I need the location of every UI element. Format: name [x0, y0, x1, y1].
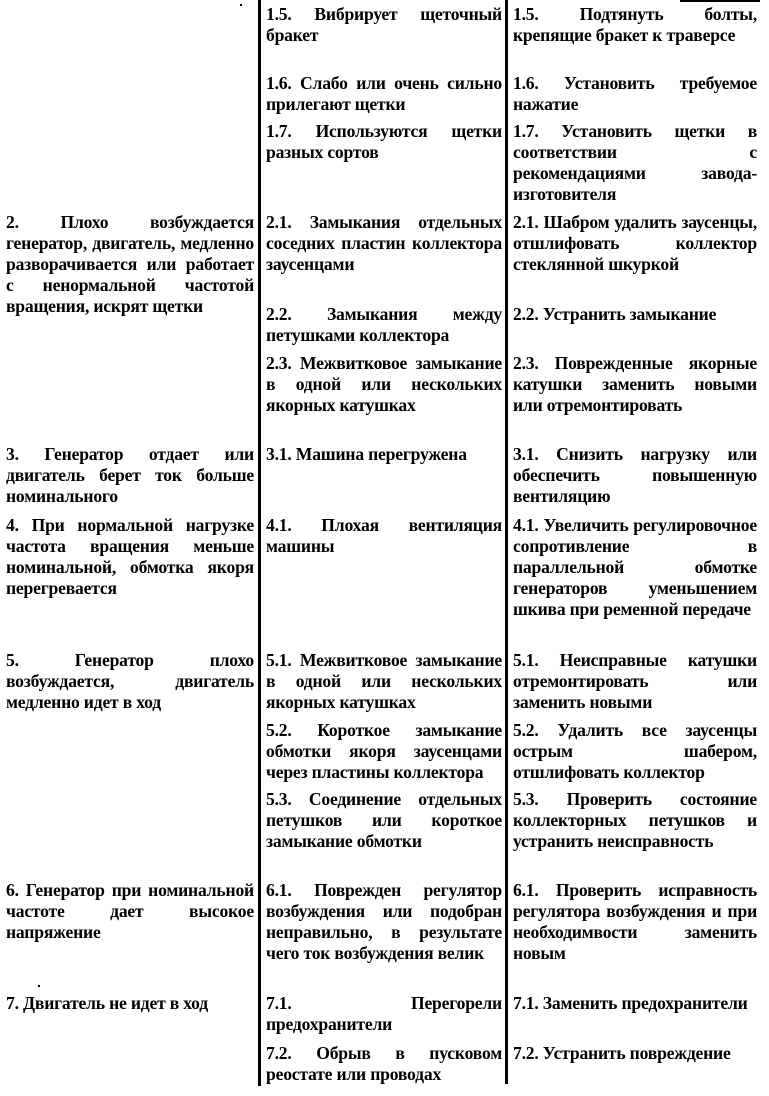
table-cell-cause: 6.1. Поврежден регулятор возбуждения или подобран неправильно, в результате чего ток возбуждения велик [266, 880, 502, 963]
table-cell-cause: 5.3. Соединение отдельных петушков или короткое замыкание обмотки [266, 789, 502, 851]
table-cell-remedy: 1.6. Установить требуемое нажатие [513, 73, 757, 114]
table-cell-cause: 2.1. Замыкания отдельных соседних пластин коллектора заусенцами [266, 212, 502, 274]
table-cell-symptom: 5. Генератор плохо возбуждается, двигатель медленно идет в ход [6, 650, 254, 712]
table-cell-remedy: 5.3. Проверить состояние коллекторных петушков и устранить неисправность [513, 789, 757, 851]
table-cell-cause: 1.6. Слабо или очень сильно прилегают щетки [266, 73, 502, 114]
table-cell-symptom: 4. При нормальной нагрузке частота вращения меньше номинальной, обмотка якоря перегревается [6, 515, 254, 598]
table-cell-cause: 4.1. Плохая вентиляция машины [266, 515, 502, 556]
table-cell-symptom: 3. Генератор отдает или двигатель берет ток больше номинального [6, 444, 254, 506]
column-divider-2 [505, 0, 508, 1084]
table-cell-cause: 7.2. Обрыв в пусковом реостате или проводах [266, 1043, 502, 1084]
table-cell-remedy: 7.2. Устранить повреждение [513, 1043, 731, 1063]
table-cell-remedy: 2.3. Поврежденные якорные катушки заменить новыми или отремонтировать [513, 353, 757, 415]
table-cell-cause: 3.1. Машина перегружена [266, 444, 467, 464]
table-cell-remedy: 1.5. Подтянуть болты, крепящие бракет к траверсе [513, 4, 757, 45]
table-cell-remedy: 1.7. Установить щетки в соответствии с рекомендациями завода-изготовителя [513, 121, 757, 204]
table-cell-cause: 2.2. Замыкания между петушками коллектора [266, 304, 502, 345]
table-cell-symptom: 7. Двигатель не идет в ход [6, 993, 208, 1013]
scan-speck [38, 985, 40, 987]
top-rule [680, 0, 760, 2]
table-cell-remedy: 6.1. Проверить исправность регулятора возбуждения и при необходимвости заменить новым [513, 880, 757, 963]
column-divider-1 [258, 0, 261, 1086]
table-cell-remedy: 2.1. Шабром удалить заусенцы, отшлифовать коллектор стеклянной шкуркой [513, 212, 757, 274]
table-cell-remedy: 3.1. Снизить нагрузку или обеспечить повышенную вентиляцию [513, 444, 757, 506]
table-cell-cause: 5.1. Межвитковое замыкание в одной или нескольких якорных катушках [266, 650, 502, 712]
table-cell-remedy: 7.1. Заменить предохранители [513, 993, 748, 1013]
table-cell-symptom: 6. Генератор при номинальной частоте дает высокое напряжение [6, 880, 254, 942]
table-cell-remedy: 2.2. Устранить замыкание [513, 304, 717, 324]
table-cell-remedy: 4.1. Увеличить регулировочное сопротивление в параллельной обмотке генераторов уменьшением шкива при ременной передаче [513, 515, 757, 619]
table-cell-remedy: 5.2. Удалить все заусенцы острым шабером, отшлифовать коллектор [513, 720, 757, 782]
table-cell-remedy: 5.1. Неисправные катушки отремонтировать или заменить новыми [513, 650, 757, 712]
table-cell-cause: 1.5. Вибрирует щеточный бракет [266, 4, 502, 45]
table-cell-cause: 2.3. Межвитковое замыкание в одной или нескольких якорных катушках [266, 353, 502, 415]
table-cell-symptom: 2. Плохо возбуждается генератор, двигатель, медленно разворачивается или работает с ненормальной частотой вращения, искрят щетки [6, 212, 254, 316]
table-cell-cause: 7.1. Перегорели предохранители [266, 993, 502, 1034]
scan-speck [240, 4, 242, 6]
table-cell-cause: 5.2. Короткое замыкание обмотки якоря заусенцами через пластины коллектора [266, 720, 502, 782]
table-cell-cause: 1.7. Используются щетки разных сортов [266, 121, 502, 162]
